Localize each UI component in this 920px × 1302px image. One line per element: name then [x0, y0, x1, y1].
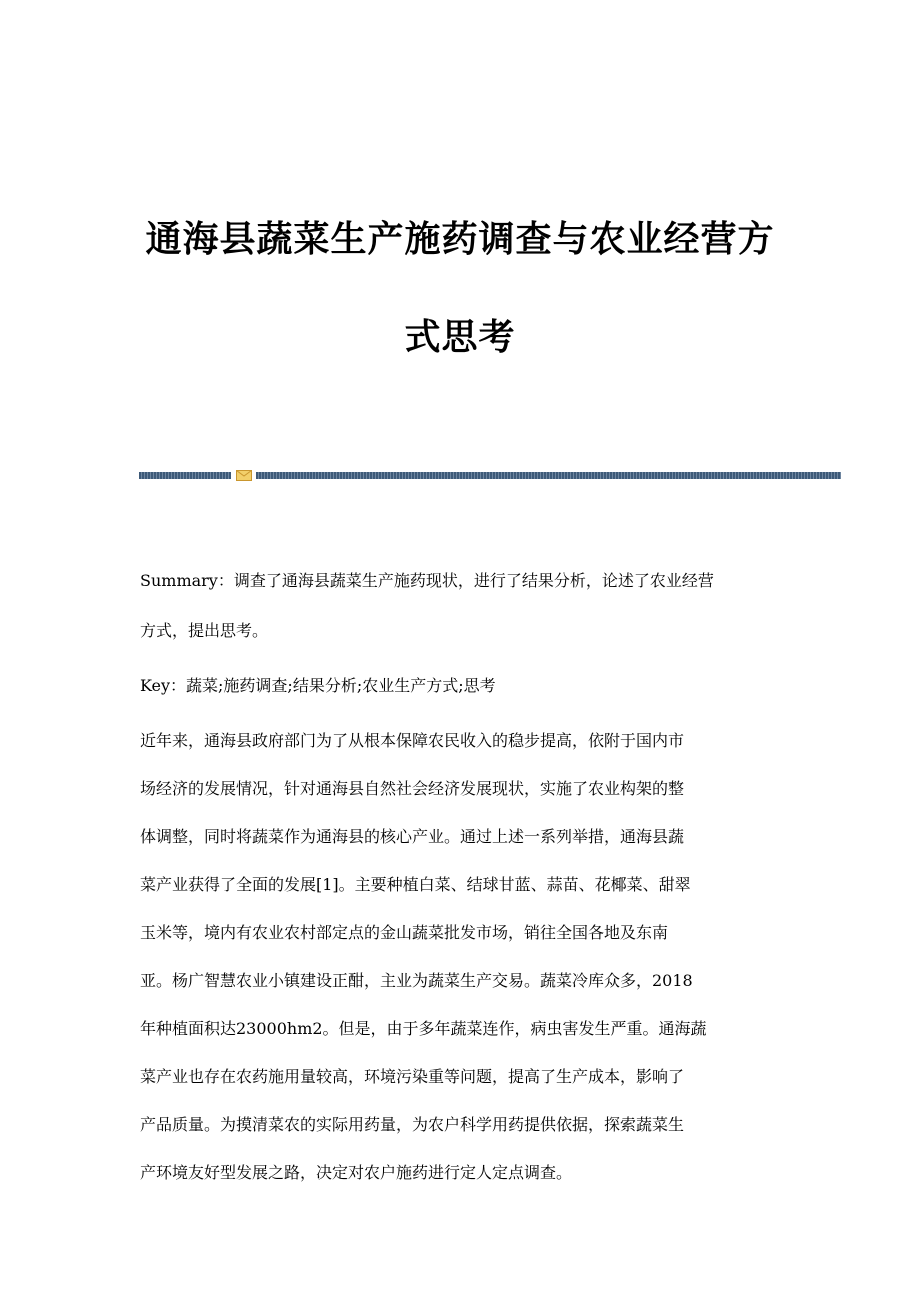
- body-line-1: 近年来，通海县政府部门为了从根本保障农民收入的稳步提高，依附于国内市: [140, 731, 685, 750]
- divider-bar-right: [256, 472, 841, 479]
- document-title-line-1: 通海县蔬菜生产施药调查与农业经营方: [145, 219, 775, 260]
- divider-bar-left: [139, 472, 231, 479]
- body-line-10: 产环境友好型发展之路，决定对农户施药进行定人定点调查。: [140, 1163, 573, 1182]
- summary-line-2: 方式，提出思考。: [140, 621, 269, 640]
- body-line-9: 产品质量。为摸清菜农的实际用药量，为农户科学用药提供依据，探索蔬菜生: [140, 1115, 685, 1134]
- envelope-icon: [236, 470, 252, 481]
- body-line-7: 年种植面积达23000hm2。但是，由于多年蔬菜连作，病虫害发生严重。通海蔬: [140, 1019, 707, 1038]
- body-line-5: 玉米等，境内有农业农村部定点的金山蔬菜批发市场，销往全国各地及东南: [140, 923, 669, 942]
- summary-line-1: Summary：调查了通海县蔬菜生产施药现状，进行了结果分析，论述了农业经营: [140, 571, 714, 590]
- section-divider: [139, 470, 841, 482]
- body-line-3: 体调整，同时将蔬菜作为通海县的核心产业。通过上述一系列举措，通海县蔬: [140, 827, 685, 846]
- body-line-8: 菜产业也存在农药施用量较高，环境污染重等问题，提高了生产成本，影响了: [140, 1067, 685, 1086]
- body-line-2: 场经济的发展情况，针对通海县自然社会经济发展现状，实施了农业构架的整: [140, 779, 685, 798]
- document-title-line-2: 式思考: [404, 317, 516, 358]
- keywords-line: Key：蔬菜;施药调查;结果分析;农业生产方式;思考: [140, 676, 496, 695]
- body-line-6: 亚。杨广智慧农业小镇建设正酣，主业为蔬菜生产交易。蔬菜冷库众多，2018: [140, 971, 693, 990]
- body-line-4: 菜产业获得了全面的发展[1]。主要种植白菜、结球甘蓝、蒜苗、花椰菜、甜翠: [140, 875, 691, 894]
